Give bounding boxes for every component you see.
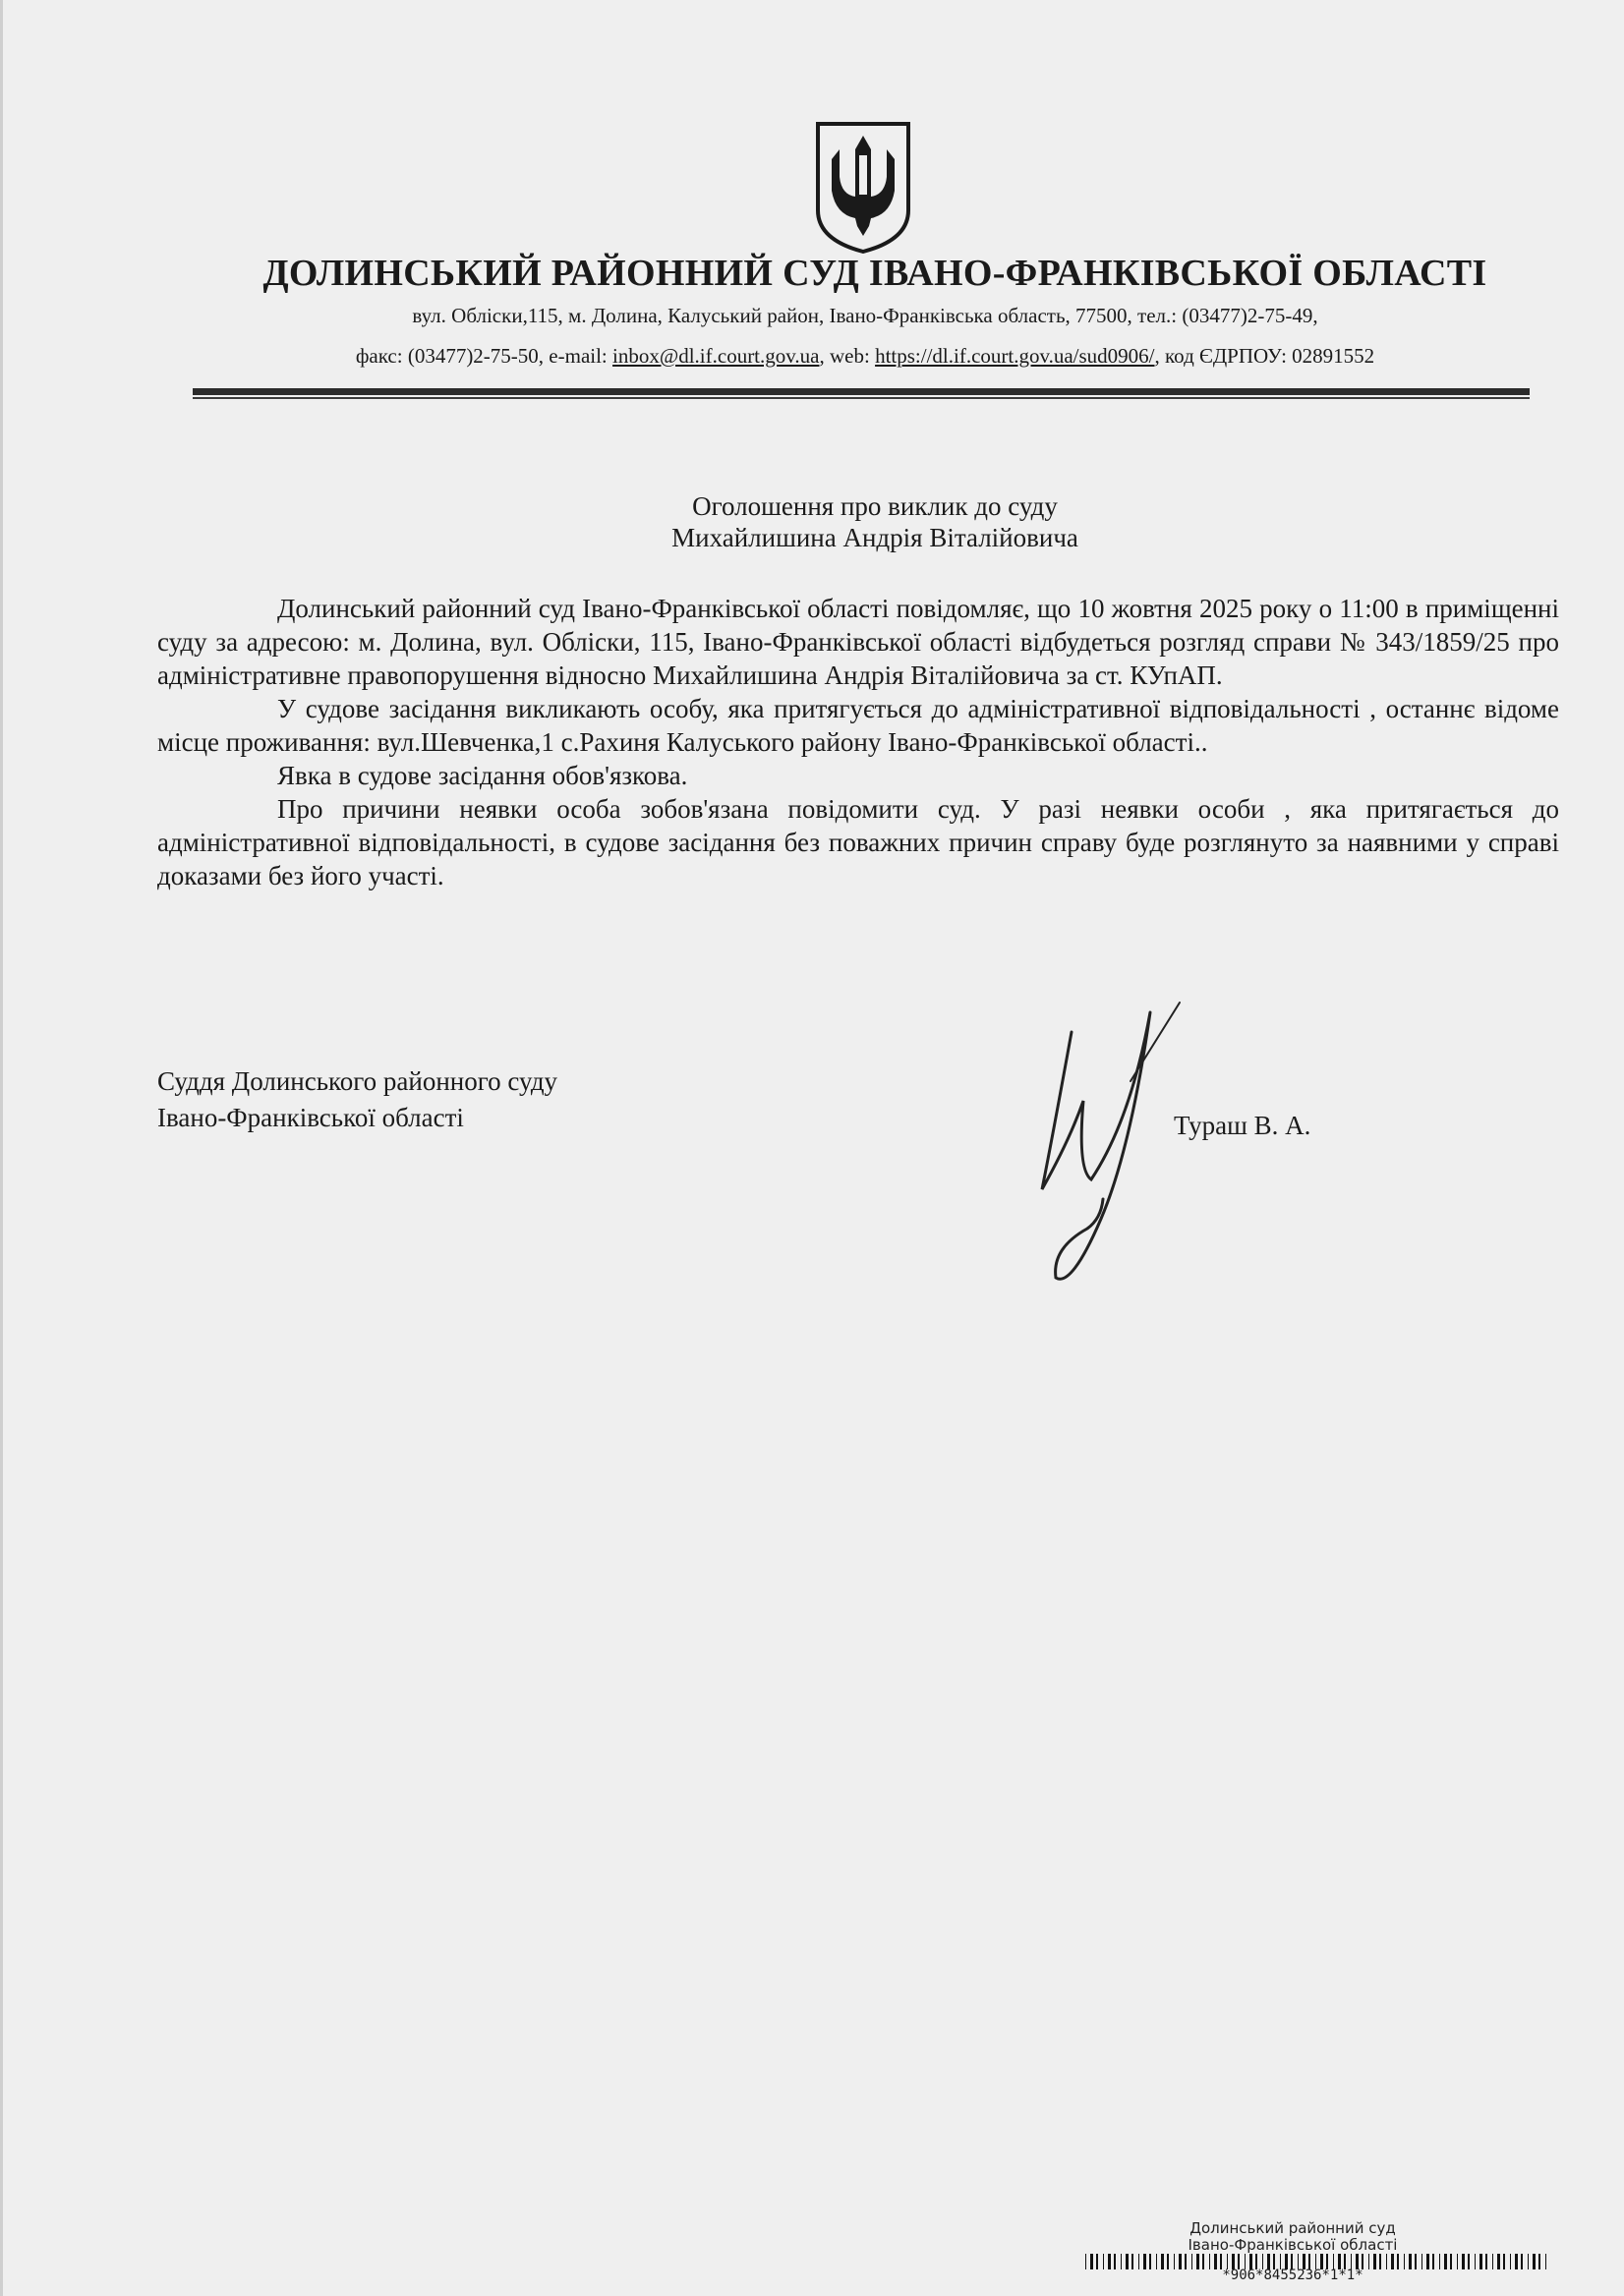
barcode-bar — [1515, 2254, 1518, 2269]
judge-title — [157, 1063, 557, 1136]
stamp-region: Івано-Франківської області — [1188, 2236, 1398, 2254]
notice-paragraph: Явка в судове засідання обов'язкова. — [277, 761, 688, 790]
barcode-bar — [1545, 2254, 1546, 2269]
stamp-court-name: Долинський районний суд — [1189, 2219, 1396, 2237]
barcode-bar — [1126, 2254, 1129, 2269]
barcode-bar — [1497, 2254, 1500, 2269]
website-link[interactable]: https://dl.if.court.gov.ua/sud0906/ — [875, 344, 1155, 368]
barcode-bar — [1121, 2254, 1122, 2269]
barcode-bar — [1103, 2254, 1104, 2269]
barcode-bar — [1533, 2254, 1536, 2269]
barcode-bar — [1457, 2254, 1458, 2269]
barcode-bar — [1085, 2254, 1086, 2269]
court-address: вул. Обліски,115, м. Долина, Калуський район, Івано-Франківська область, 77500, тел.: (03477)2-75-49, — [412, 304, 1318, 327]
fax-label: факс: (03477)2-75-50, e-mail: — [355, 344, 613, 368]
barcode-bar — [1528, 2254, 1529, 2269]
notice-paragraph: Долинський районний суд Івано-Франківської області повідомляє, що 10 жовтня 2025 року о 11:00 в приміщенні суду за адресою: м. Долина, вул. Обліски, 115, Івано-Франківської області відбудеться розгляд справи № 343/1859/25 про адміністративне правопорушення відносно Михайлишина Андрія Віталійовича за ст. КУпАП. — [157, 594, 1559, 690]
barcode-bar — [1479, 2254, 1482, 2269]
barcode-bar — [1090, 2254, 1093, 2269]
court-contacts — [157, 344, 1573, 369]
barcode-bar — [1096, 2254, 1098, 2269]
registry-stamp — [1131, 2220, 1455, 2254]
page-edge — [0, 0, 3, 2296]
header-divider — [193, 388, 1530, 395]
edrpou-code: , код ЄДРПОУ: 02891552 — [1154, 344, 1375, 368]
barcode-bar — [1510, 2254, 1511, 2269]
header-divider-thin — [193, 397, 1530, 399]
notice-paragraph: Про причини неявки особа зобов'язана повідомити суд. У разі неявки особи , яка притягається до адміністративної відповідальності, в судове засідання без поважних причин справу буде розглянуто за наявними у справі доказами без його участі. — [157, 794, 1559, 890]
court-name-heading: ДОЛИНСЬКИЙ РАЙОННИЙ СУД ІВАНО-ФРАНКІВСЬКОЇ ОБЛАСТІ — [262, 253, 1487, 294]
barcode-bar — [1475, 2254, 1476, 2269]
judge-title-line: Суддя Долинського районного суду — [157, 1066, 558, 1096]
barcode-bar — [1538, 2254, 1540, 2269]
notice-paragraph: У судове засідання викликають особу, яка притягується до адміністративної відповідальності , останнє відоме місце проживання: вул.Шевченка,1 с.Рахиня Калуського району Івано-Франківської області.. — [157, 694, 1559, 757]
barcode-bar — [1108, 2254, 1111, 2269]
email-link[interactable]: inbox@dl.if.court.gov.ua — [612, 344, 820, 368]
handwritten-signature — [1013, 993, 1209, 1307]
notice-subject-name: Михайлишина Андрія Віталійовича — [671, 523, 1078, 552]
notice-body — [157, 592, 1559, 892]
barcode-bar — [1521, 2254, 1523, 2269]
web-label: , web: — [819, 344, 876, 368]
barcode-bar — [1485, 2254, 1487, 2269]
barcode-bar — [1503, 2254, 1505, 2269]
judge-name: Тураш В. А. — [1174, 1111, 1311, 1140]
coat-of-arms-icon — [814, 120, 912, 254]
judge-title-line: Івано-Франківської області — [157, 1103, 464, 1132]
barcode-number: *906*8455236*1*1* — [1222, 2267, 1363, 2283]
barcode-bar — [1492, 2254, 1493, 2269]
barcode-bar — [1462, 2254, 1465, 2269]
barcode-bar — [1114, 2254, 1116, 2269]
notice-title: Оголошення про виклик до суду — [692, 491, 1058, 521]
barcode-bar — [1468, 2254, 1470, 2269]
